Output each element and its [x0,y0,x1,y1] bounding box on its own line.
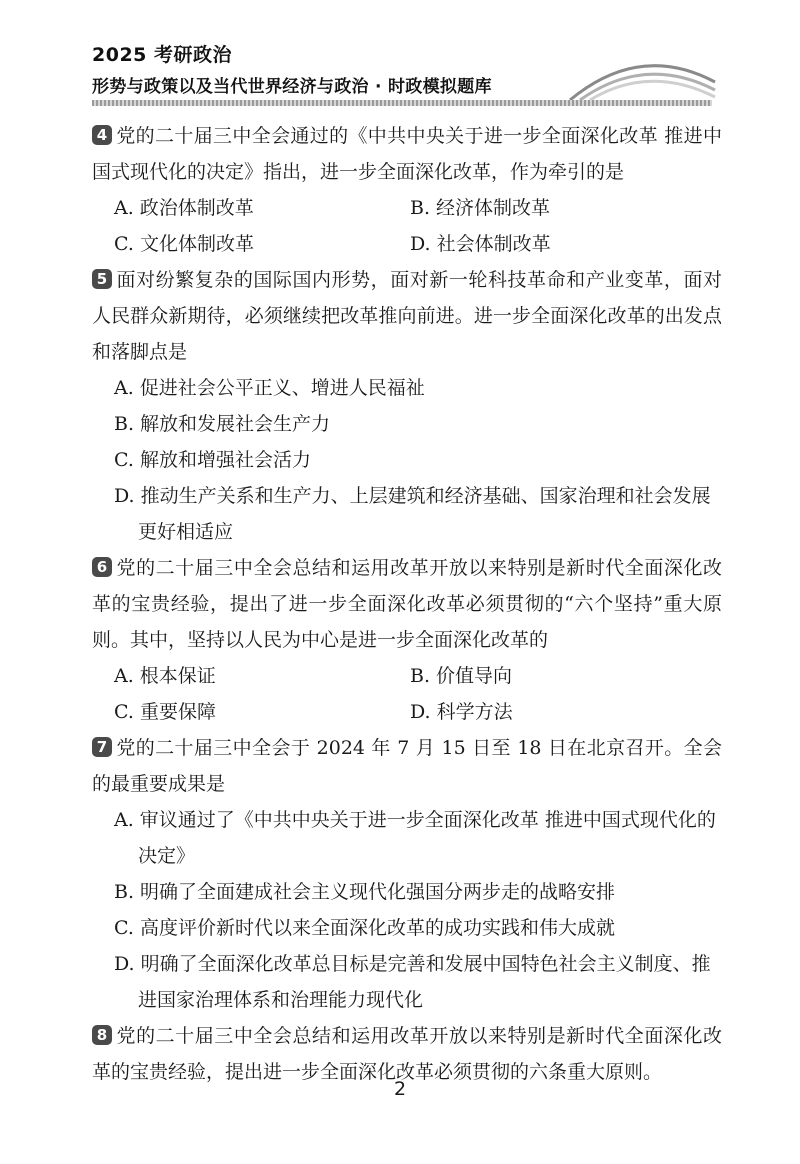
book-title: 2025 考研政治 [92,44,232,66]
option-b: B. 经济体制改革 [410,197,551,219]
options [92,370,722,550]
option-c: C. 重要保障 [114,701,216,723]
option-b: B. 价值导向 [410,665,513,687]
option-a: A. 促进社会公平正义、增进人民福祉 [114,377,425,399]
option-a: A. 根本保证 [114,665,216,687]
header-arc-decoration [560,52,720,102]
option-d: D. 明确了全面深化改革总目标是完善和发展中国特色社会主义制度、推进国家治理体系和治理能力现代化 [114,953,711,1011]
question-6 [92,550,722,730]
header-rule [92,100,712,106]
question-7 [92,730,722,1018]
option-a: A. 政治体制改革 [114,197,254,219]
book-subtitle: 形势与政策以及当代世界经济与政治 · 时政模拟题库 [92,77,492,97]
question-text: 党的二十届三中全会于 2024 年 7 月 15 日至 18 日在北京召开。全会的最重要成果是 [92,737,722,795]
options [92,190,722,262]
option-c: C. 文化体制改革 [114,233,254,255]
options [92,802,722,1018]
options [92,658,722,730]
question-4 [92,118,722,262]
option-d: D. 科学方法 [410,701,513,723]
question-text: 党的二十届三中全会总结和运用改革开放以来特别是新时代全面深化改革的宝贵经验，提出进一步全面深化改革必须贯彻的六条重大原则。 [92,1025,722,1083]
option-c: C. 解放和增强社会活力 [114,449,311,471]
question-number-badge: 4 [92,125,112,145]
option-d: D. 社会体制改革 [410,233,551,255]
question-text: 党的二十届三中全会通过的《中共中央关于进一步全面深化改革 推进中国式现代化的决定》指出，进一步全面深化改革，作为牵引的是 [92,125,722,183]
question-number-badge: 7 [92,737,112,757]
option-a: A. 审议通过了《中共中央关于进一步全面深化改革 推进中国式现代化的决定》 [114,809,716,867]
page-number: 2 [393,1078,407,1100]
page-header [0,0,800,110]
option-c: C. 高度评价新时代以来全面深化改革的成功实践和伟大成就 [114,917,615,939]
question-number-badge: 6 [92,557,112,577]
question-list [92,118,722,1090]
option-b: B. 解放和发展社会生产力 [114,413,331,435]
question-text: 面对纷繁复杂的国际国内形势，面对新一轮科技革命和产业变革，面对人民群众新期待，必须继续把改革推向前进。进一步全面深化改革的出发点和落脚点是 [92,269,722,363]
question-text: 党的二十届三中全会总结和运用改革开放以来特别是新时代全面深化改革的宝贵经验，提出了进一步全面深化改革必须贯彻的“六个坚持”重大原则。其中，坚持以人民为中心是进一步全面深化改革的 [92,557,722,651]
question-number-badge: 8 [92,1025,112,1045]
option-d: D. 推动生产关系和生产力、上层建筑和经济基础、国家治理和社会发展更好相适应 [114,485,711,543]
question-5 [92,262,722,550]
option-b: B. 明确了全面建成社会主义现代化强国分两步走的战略安排 [114,881,616,903]
question-number-badge: 5 [92,269,112,289]
